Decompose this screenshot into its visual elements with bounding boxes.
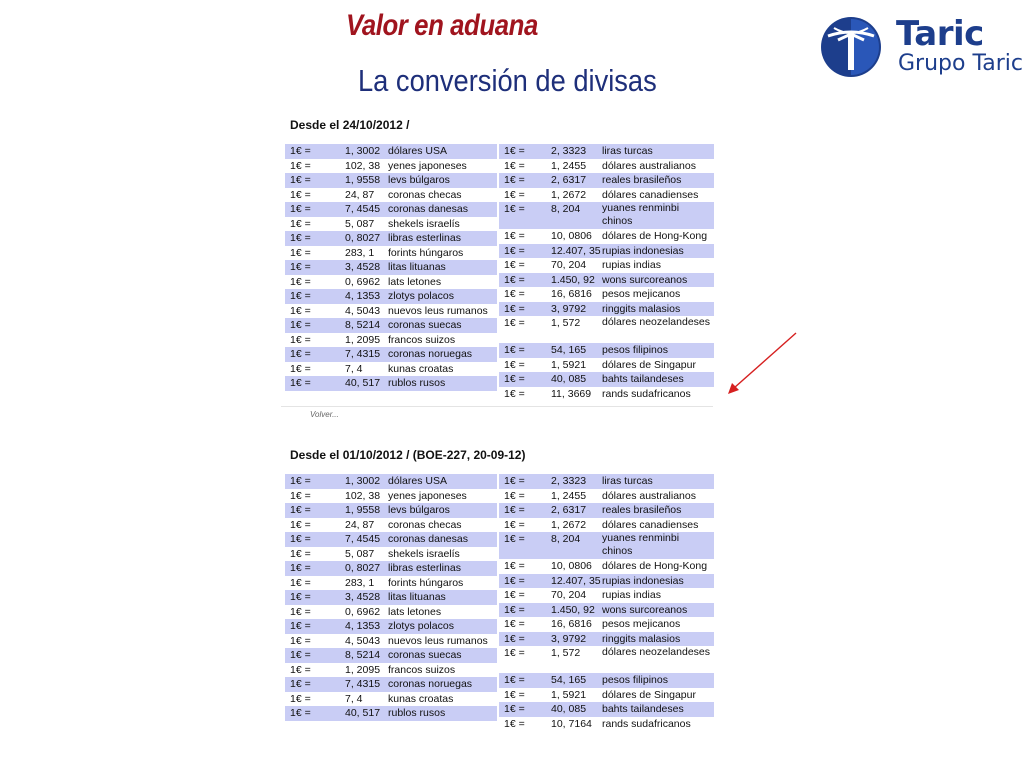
- rate-equals: 1€ =: [504, 244, 525, 257]
- rates-column-right: [499, 474, 714, 731]
- rate-value: 1, 2672: [551, 518, 587, 531]
- currency-name: rupias indias: [602, 589, 661, 601]
- rate-value: 1.450, 92: [551, 273, 595, 286]
- currency-name: dólares canadienses: [602, 518, 699, 531]
- rate-value: 70, 204: [551, 589, 587, 601]
- rates-panel-24-10-2012: [281, 110, 718, 426]
- rate-value: 2, 3323: [551, 475, 587, 487]
- rate-equals: 1€ =: [504, 518, 525, 531]
- currency-name: coronas suecas: [388, 319, 462, 331]
- rate-value: 0, 8027: [345, 232, 381, 244]
- rate-row: [285, 333, 497, 348]
- rate-value: 24, 87: [345, 518, 375, 531]
- rate-row: [499, 188, 714, 203]
- rate-row: [285, 275, 497, 290]
- currency-name: libras esterlinas: [388, 562, 461, 574]
- currency-name: dólares australianos: [602, 159, 696, 172]
- currency-name: rands sudafricanos: [602, 387, 691, 400]
- currency-name: bahts tailandeses: [602, 373, 684, 385]
- rate-value: 3, 9792: [551, 632, 587, 645]
- rate-value: 1, 2455: [551, 489, 587, 502]
- rate-equals: 1€ =: [290, 333, 311, 346]
- currency-name: libras esterlinas: [388, 232, 461, 244]
- rate-equals: 1€ =: [290, 489, 311, 502]
- rate-value: 3, 4528: [345, 591, 381, 603]
- currency-name: lats letones: [388, 275, 442, 288]
- rate-equals: 1€ =: [504, 145, 525, 157]
- rate-equals: 1€ =: [290, 663, 311, 676]
- rate-equals: 1€ =: [504, 574, 525, 587]
- rate-equals: 1€ =: [290, 290, 311, 302]
- rate-value: 10, 7164: [551, 717, 592, 730]
- rate-row: [499, 646, 714, 673]
- currency-name: bahts tailandeses: [602, 703, 684, 715]
- rates-column-left: [285, 144, 497, 391]
- rate-equals: 1€ =: [290, 547, 311, 560]
- rate-row: [499, 588, 714, 603]
- rate-row: [499, 343, 714, 358]
- rate-row: [285, 347, 497, 362]
- panel-heading: Desde el 01/10/2012 / (BOE-227, 20-09-12): [290, 448, 526, 462]
- currency-name: rupias indonesias: [602, 574, 684, 587]
- rate-equals: 1€ =: [290, 533, 311, 545]
- currency-name: pesos mejicanos: [602, 618, 681, 630]
- currency-name: pesos filipinos: [602, 344, 668, 356]
- rate-value: 2, 6317: [551, 504, 587, 516]
- currency-name: ringgits malasios: [602, 302, 681, 315]
- rate-equals: 1€ =: [290, 591, 311, 603]
- rate-value: 4, 5043: [345, 304, 381, 317]
- rate-row: [499, 532, 714, 559]
- currency-name: rupias indias: [602, 259, 661, 271]
- rate-equals: 1€ =: [504, 358, 525, 371]
- rate-equals: 1€ =: [504, 618, 525, 630]
- rate-row: [285, 706, 497, 721]
- rate-equals: 1€ =: [290, 246, 311, 259]
- rate-value: 2, 3323: [551, 145, 587, 157]
- rate-row: [499, 559, 714, 574]
- rate-equals: 1€ =: [290, 348, 311, 360]
- rate-row: [499, 603, 714, 618]
- rate-value: 12.407, 35: [551, 574, 601, 587]
- rate-value: 7, 4: [345, 362, 363, 375]
- rate-row: [285, 619, 497, 634]
- currency-name: liras turcas: [602, 475, 653, 487]
- rate-value: 1, 5921: [551, 688, 587, 701]
- rate-row: [499, 358, 714, 373]
- rate-value: 8, 204: [551, 533, 581, 545]
- rate-value: 16, 6816: [551, 618, 592, 630]
- rate-row: [285, 532, 497, 547]
- rates-column-left: [285, 474, 497, 721]
- rate-row: [499, 702, 714, 717]
- currency-name: rupias indonesias: [602, 244, 684, 257]
- currency-name: dólares de Hong-Kong: [602, 230, 708, 242]
- rate-row: [285, 231, 497, 246]
- rate-value: 10, 0806: [551, 230, 592, 242]
- currency-name: reales brasileños: [602, 504, 682, 516]
- rate-value: 102, 38: [345, 159, 381, 172]
- rate-equals: 1€ =: [290, 203, 311, 215]
- rate-value: 1, 9558: [345, 174, 381, 186]
- rate-value: 54, 165: [551, 674, 587, 686]
- rate-row: [499, 202, 714, 229]
- rate-row: [499, 474, 714, 489]
- currency-name: zlotys polacos: [388, 620, 454, 632]
- currency-name: coronas noruegas: [388, 678, 473, 690]
- currency-name: wons surcoreanos: [602, 603, 688, 616]
- rate-equals: 1€ =: [504, 504, 525, 516]
- rate-equals: 1€ =: [290, 605, 311, 618]
- currency-name: francos suizos: [388, 663, 456, 676]
- rate-value: 1, 572: [551, 647, 581, 659]
- rate-row: [499, 387, 714, 402]
- rate-row: [285, 159, 497, 174]
- rate-row: [285, 144, 497, 159]
- rate-value: 102, 38: [345, 489, 381, 502]
- rate-value: 70, 204: [551, 259, 587, 271]
- rate-value: 1, 3002: [345, 145, 381, 157]
- rate-value: 10, 0806: [551, 560, 592, 572]
- rate-equals: 1€ =: [290, 678, 311, 690]
- rate-value: 7, 4545: [345, 203, 381, 215]
- rate-value: 12.407, 35: [551, 244, 601, 257]
- rate-row: [499, 173, 714, 188]
- currency-name: rublos rusos: [388, 707, 446, 719]
- rate-row: [499, 717, 714, 732]
- rate-row: [285, 202, 497, 217]
- rate-equals: 1€ =: [290, 304, 311, 317]
- rate-equals: 1€ =: [504, 647, 525, 659]
- rate-row: [285, 576, 497, 591]
- rate-equals: 1€ =: [504, 288, 525, 300]
- currency-name: liras turcas: [602, 145, 653, 157]
- rate-equals: 1€ =: [504, 674, 525, 686]
- rate-value: 54, 165: [551, 344, 587, 356]
- rate-equals: 1€ =: [290, 518, 311, 531]
- currency-name: coronas checas: [388, 518, 462, 531]
- rate-equals: 1€ =: [290, 620, 311, 632]
- currency-name: dólares australianos: [602, 489, 696, 502]
- rate-row: [285, 217, 497, 232]
- rate-row: [499, 229, 714, 244]
- rate-value: 1, 2095: [345, 663, 381, 676]
- rate-row: [285, 489, 497, 504]
- rate-row: [285, 634, 497, 649]
- rate-row: [285, 503, 497, 518]
- rate-row: [499, 503, 714, 518]
- rate-value: 24, 87: [345, 188, 375, 201]
- currency-name: forints húngaros: [388, 246, 464, 259]
- rate-value: 0, 6962: [345, 605, 381, 618]
- rate-row: [499, 574, 714, 589]
- currency-name: levs búlgaros: [388, 504, 450, 516]
- rate-value: 1, 572: [551, 317, 581, 329]
- currency-name: francos suizos: [388, 333, 456, 346]
- currency-name: kunas croatas: [388, 692, 454, 705]
- divider: [281, 406, 713, 407]
- rate-row: [285, 561, 497, 576]
- logo-subtitle: Grupo Taric: [898, 51, 1023, 76]
- currency-name: dólares neozelandeses: [602, 316, 710, 328]
- rate-value: 7, 4315: [345, 678, 381, 690]
- rate-row: [285, 547, 497, 562]
- rate-equals: 1€ =: [290, 504, 311, 516]
- currency-name: coronas suecas: [388, 649, 462, 661]
- rate-value: 1, 3002: [345, 475, 381, 487]
- volver-link[interactable]: Volver...: [310, 410, 339, 419]
- rate-row: [499, 244, 714, 259]
- rate-value: 1, 5921: [551, 358, 587, 371]
- currency-name: litas lituanas: [388, 591, 446, 603]
- currency-name: dólares USA: [388, 475, 447, 487]
- rate-row: [285, 318, 497, 333]
- currency-name: litas lituanas: [388, 261, 446, 273]
- currency-name: forints húngaros: [388, 576, 464, 589]
- rate-value: 1, 9558: [345, 504, 381, 516]
- currency-name: dólares de Singapur: [602, 358, 696, 371]
- rate-value: 7, 4: [345, 692, 363, 705]
- rate-equals: 1€ =: [504, 203, 525, 215]
- rate-equals: 1€ =: [290, 232, 311, 244]
- rate-equals: 1€ =: [290, 217, 311, 230]
- rate-equals: 1€ =: [504, 259, 525, 271]
- rate-row: [499, 688, 714, 703]
- rate-row: [285, 677, 497, 692]
- rate-value: 4, 1353: [345, 290, 381, 302]
- currency-name: pesos filipinos: [602, 674, 668, 686]
- rate-equals: 1€ =: [290, 377, 311, 389]
- rate-equals: 1€ =: [290, 649, 311, 661]
- currency-name: reales brasileños: [602, 174, 682, 186]
- rate-equals: 1€ =: [290, 319, 311, 331]
- rate-value: 0, 8027: [345, 562, 381, 574]
- rate-row: [285, 648, 497, 663]
- rate-value: 5, 087: [345, 547, 375, 560]
- rate-row: [285, 289, 497, 304]
- rate-equals: 1€ =: [290, 145, 311, 157]
- currency-name: coronas noruegas: [388, 348, 473, 360]
- currency-name: lats letones: [388, 605, 442, 618]
- rate-equals: 1€ =: [504, 533, 525, 545]
- globe-icon: [818, 14, 884, 80]
- slide-title: Valor en aduana: [346, 9, 538, 42]
- rate-equals: 1€ =: [504, 230, 525, 242]
- rate-equals: 1€ =: [290, 576, 311, 589]
- currency-name: yuanes renminbi chinos: [602, 532, 680, 557]
- rate-equals: 1€ =: [504, 717, 525, 730]
- rate-equals: 1€ =: [290, 188, 311, 201]
- rate-row: [285, 188, 497, 203]
- rate-row: [285, 663, 497, 678]
- rates-panel-01-10-2012: [281, 440, 718, 736]
- currency-name: dólares de Hong-Kong: [602, 560, 708, 572]
- currency-name: nuevos leus rumanos: [388, 634, 488, 647]
- rate-value: 4, 5043: [345, 634, 381, 647]
- currency-name: rands sudafricanos: [602, 717, 691, 730]
- rate-value: 1.450, 92: [551, 603, 595, 616]
- currency-name: rublos rusos: [388, 377, 446, 389]
- rate-row: [499, 316, 714, 343]
- rate-equals: 1€ =: [290, 475, 311, 487]
- rate-equals: 1€ =: [504, 560, 525, 572]
- rate-row: [285, 474, 497, 489]
- currency-name: coronas danesas: [388, 533, 468, 545]
- currency-name: dólares canadienses: [602, 188, 699, 201]
- rate-equals: 1€ =: [504, 174, 525, 186]
- rate-row: [285, 246, 497, 261]
- rate-value: 4, 1353: [345, 620, 381, 632]
- rate-row: [499, 617, 714, 632]
- rate-row: [285, 362, 497, 377]
- logo-wordmark: Taric: [896, 14, 984, 54]
- rate-row: [499, 258, 714, 273]
- rate-row: [499, 144, 714, 159]
- rate-value: 11, 3669: [551, 387, 592, 400]
- rate-value: 5, 087: [345, 217, 375, 230]
- slide-subtitle: La conversión de divisas: [358, 63, 657, 98]
- rate-value: 3, 4528: [345, 261, 381, 273]
- currency-name: shekels israelís: [388, 547, 460, 560]
- rate-value: 283, 1: [345, 246, 375, 259]
- rate-equals: 1€ =: [504, 188, 525, 201]
- rate-row: [499, 632, 714, 647]
- currency-name: dólares USA: [388, 145, 447, 157]
- rate-value: 7, 4315: [345, 348, 381, 360]
- currency-name: wons surcoreanos: [602, 273, 688, 286]
- rate-equals: 1€ =: [504, 589, 525, 601]
- rate-equals: 1€ =: [504, 475, 525, 487]
- rate-equals: 1€ =: [290, 159, 311, 172]
- rate-value: 8, 5214: [345, 319, 381, 331]
- rate-value: 1, 2672: [551, 188, 587, 201]
- rate-equals: 1€ =: [290, 692, 311, 705]
- red-arrow-icon: [720, 330, 800, 400]
- currency-name: ringgits malasios: [602, 632, 681, 645]
- rate-row: [285, 260, 497, 275]
- rate-value: 40, 085: [551, 703, 587, 715]
- currency-name: shekels israelís: [388, 217, 460, 230]
- rate-row: [499, 302, 714, 317]
- rate-equals: 1€ =: [504, 159, 525, 172]
- currency-name: dólares neozelandeses: [602, 646, 710, 658]
- rate-value: 1, 2095: [345, 333, 381, 346]
- rate-equals: 1€ =: [504, 273, 525, 286]
- rate-equals: 1€ =: [504, 302, 525, 315]
- rate-value: 8, 5214: [345, 649, 381, 661]
- currency-name: pesos mejicanos: [602, 288, 681, 300]
- currency-name: coronas danesas: [388, 203, 468, 215]
- rate-row: [499, 159, 714, 174]
- taric-logo: [818, 14, 1023, 80]
- rate-value: 2, 6317: [551, 174, 587, 186]
- rate-row: [285, 590, 497, 605]
- rate-row: [499, 372, 714, 387]
- rate-row: [285, 605, 497, 620]
- rate-row: [285, 518, 497, 533]
- rate-value: 1, 2455: [551, 159, 587, 172]
- currency-name: nuevos leus rumanos: [388, 304, 488, 317]
- currency-name: coronas checas: [388, 188, 462, 201]
- rate-value: 40, 517: [345, 377, 381, 389]
- rate-equals: 1€ =: [290, 174, 311, 186]
- rate-equals: 1€ =: [504, 632, 525, 645]
- rate-equals: 1€ =: [504, 603, 525, 616]
- currency-name: kunas croatas: [388, 362, 454, 375]
- rate-equals: 1€ =: [290, 275, 311, 288]
- rate-equals: 1€ =: [504, 373, 525, 385]
- rate-equals: 1€ =: [504, 387, 525, 400]
- rate-equals: 1€ =: [504, 344, 525, 356]
- rate-equals: 1€ =: [504, 703, 525, 715]
- rate-equals: 1€ =: [290, 261, 311, 273]
- rate-value: 8, 204: [551, 203, 581, 215]
- currency-name: yenes japoneses: [388, 159, 467, 172]
- currency-name: dólares de Singapur: [602, 688, 696, 701]
- rate-equals: 1€ =: [290, 362, 311, 375]
- rate-equals: 1€ =: [290, 562, 311, 574]
- rate-equals: 1€ =: [504, 489, 525, 502]
- rate-row: [499, 673, 714, 688]
- rate-row: [499, 287, 714, 302]
- panel-heading: Desde el 24/10/2012 /: [290, 118, 410, 132]
- rate-equals: 1€ =: [504, 688, 525, 701]
- rate-value: 40, 085: [551, 373, 587, 385]
- rate-value: 40, 517: [345, 707, 381, 719]
- rate-row: [499, 489, 714, 504]
- rate-value: 16, 6816: [551, 288, 592, 300]
- rate-row: [285, 692, 497, 707]
- rate-row: [285, 376, 497, 391]
- rate-row: [285, 173, 497, 188]
- rate-row: [499, 518, 714, 533]
- currency-name: levs búlgaros: [388, 174, 450, 186]
- rate-row: [499, 273, 714, 288]
- rate-value: 3, 9792: [551, 302, 587, 315]
- rate-equals: 1€ =: [504, 317, 525, 329]
- currency-name: zlotys polacos: [388, 290, 454, 302]
- rate-equals: 1€ =: [290, 707, 311, 719]
- rate-row: [285, 304, 497, 319]
- currency-name: yuanes renminbi chinos: [602, 202, 680, 227]
- rate-equals: 1€ =: [290, 634, 311, 647]
- rate-value: 7, 4545: [345, 533, 381, 545]
- rates-column-right: [499, 144, 714, 401]
- rate-value: 0, 6962: [345, 275, 381, 288]
- currency-name: yenes japoneses: [388, 489, 467, 502]
- rate-value: 283, 1: [345, 576, 375, 589]
